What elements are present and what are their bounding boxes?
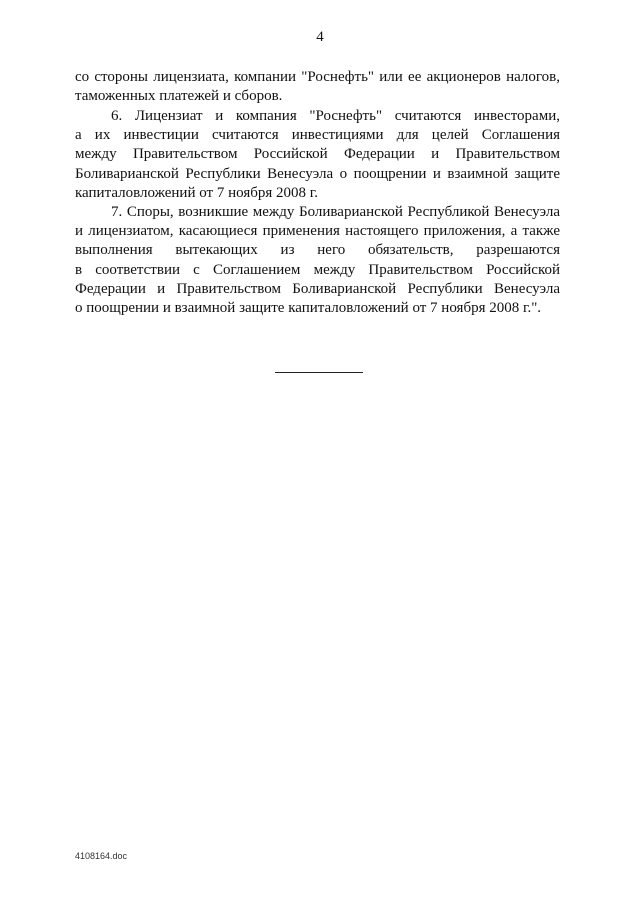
paragraph-6 (75, 107, 560, 203)
text-line: со стороны лицензиата, компании "Роснефть" или ее акционеров налогов, (75, 69, 560, 85)
text-line: таможенных платежей и сборов. (75, 88, 283, 105)
separator-line (275, 372, 363, 373)
text-line: в соответствии с Соглашением между Правительством Российской (75, 261, 560, 278)
text-line: а их инвестиции считаются инвестициями для целей Соглашения (75, 127, 560, 144)
text-line: 7. Споры, возникшие между Боливарианской Республикой Венесуэла (111, 204, 560, 220)
text-line: Боливарианской Республики Венесуэла о поощрении и взаимной защите (75, 165, 560, 182)
text-line: между Правительством Российской Федерации и Правительством (75, 146, 560, 163)
text-line: капиталовложений от 7 ноября 2008 г. (75, 184, 318, 201)
text-line: и лицензиатом, касающиеся применения настоящего приложения, а также (75, 223, 560, 240)
paragraph-7 (75, 203, 560, 318)
text-line: выполнения вытекающих из него обязательств, разрешаются (75, 242, 560, 259)
footer-file-name: 4108164.doc (75, 851, 128, 861)
text-line: Федерации и Правительством Боливарианской Республики Венесуэла (75, 280, 560, 297)
page-number: 4 (316, 29, 324, 45)
text-line: 6. Лицензиат и компания "Роснефть" считаются инвесторами, (111, 108, 560, 124)
text-line: о поощрении и взаимной защите капиталовложений от 7 ноября 2008 г.". (75, 300, 542, 317)
paragraph-continuation (75, 68, 560, 106)
